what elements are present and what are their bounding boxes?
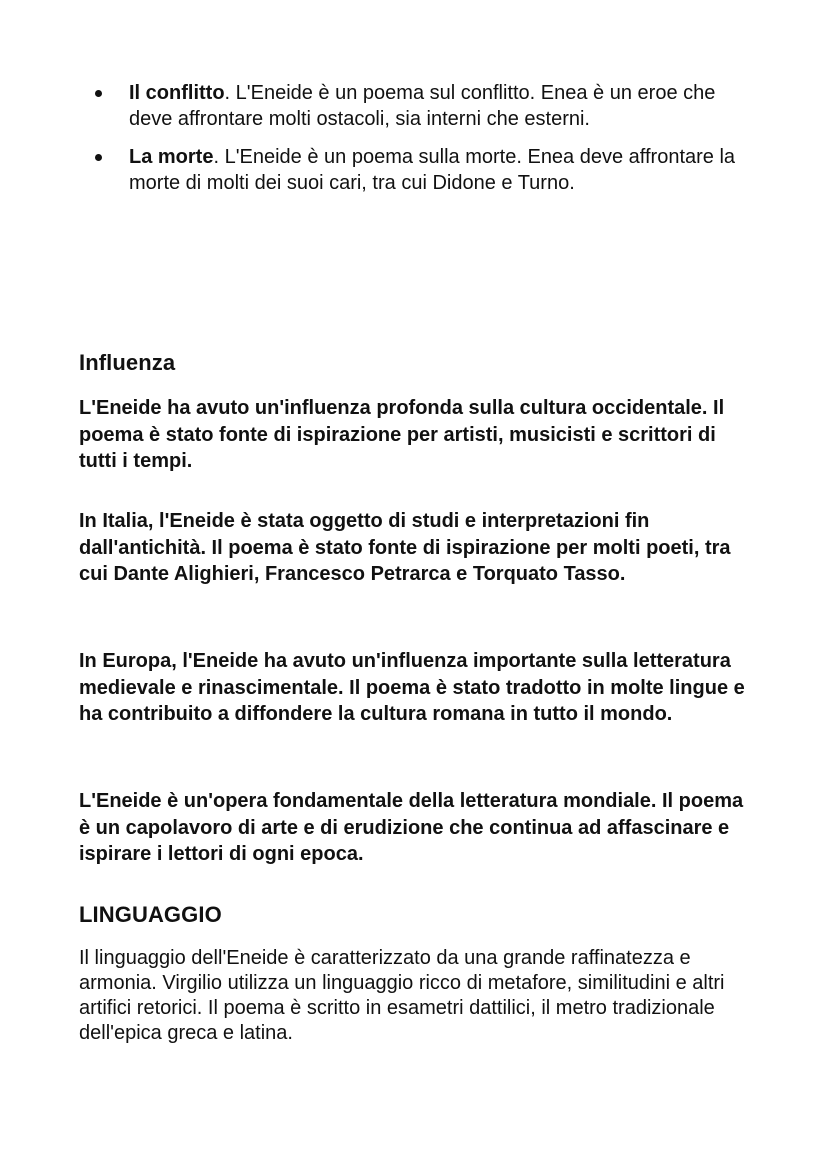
paragraph-influenza-3: In Europa, l'Eneide ha avuto un'influenza importante sulla letteratura medievale e rinascimentale. Il poema è stato tradotto in molte lingue e ha contribuito a diffondere la cultura romana in tutto il mondo. [79, 650, 745, 725]
bullet-term: Il conflitto [129, 82, 225, 104]
bullet-item-conflitto [0, 80, 828, 132]
bullet-icon [95, 90, 102, 97]
bullet-text: . L'Eneide è un poema sul conflitto. Enea è un eroe che deve affrontare molti ostacoli, sia interni che esterni. [129, 82, 716, 130]
paragraph-influenza-4: L'Eneide è un'opera fondamentale della letteratura mondiale. Il poema è un capolavoro di arte e di erudizione che continua ad affascinare e ispirare i lettori di ogni epoca. [79, 790, 744, 865]
bullet-term: La morte [129, 146, 214, 168]
bullet-text: . L'Eneide è un poema sulla morte. Enea deve affrontare la morte di molti dei suoi cari, tra cui Didone e Turno. [129, 146, 736, 194]
bullet-icon [95, 154, 102, 161]
paragraph-linguaggio: Il linguaggio dell'Eneide è caratterizzato da una grande raffinatezza e armonia. Virgilio utilizza un linguaggio ricco di metafore, similitudini e altri artifici retorici. Il poema è scritto in esametri dattilici, il metro tradizionale dell'epica greca e latina. [79, 947, 725, 1044]
section-heading-influenza: Influenza [79, 350, 176, 375]
bullet-list [0, 80, 828, 208]
paragraph-influenza-2: In Italia, l'Eneide è stata oggetto di studi e interpretazioni fin dall'antichità. Il poema è stato fonte di ispirazione per molti poeti, tra cui Dante Alighieri, Francesco Petrarca e Torquato Tasso. [79, 510, 731, 585]
paragraph-influenza-1: L'Eneide ha avuto un'influenza profonda sulla cultura occidentale. Il poema è stato fonte di ispirazione per artisti, musicisti e scrittori di tutti i tempi. [79, 397, 725, 472]
bullet-item-morte [0, 144, 828, 196]
section-heading-linguaggio: LINGUAGGIO [79, 902, 222, 927]
